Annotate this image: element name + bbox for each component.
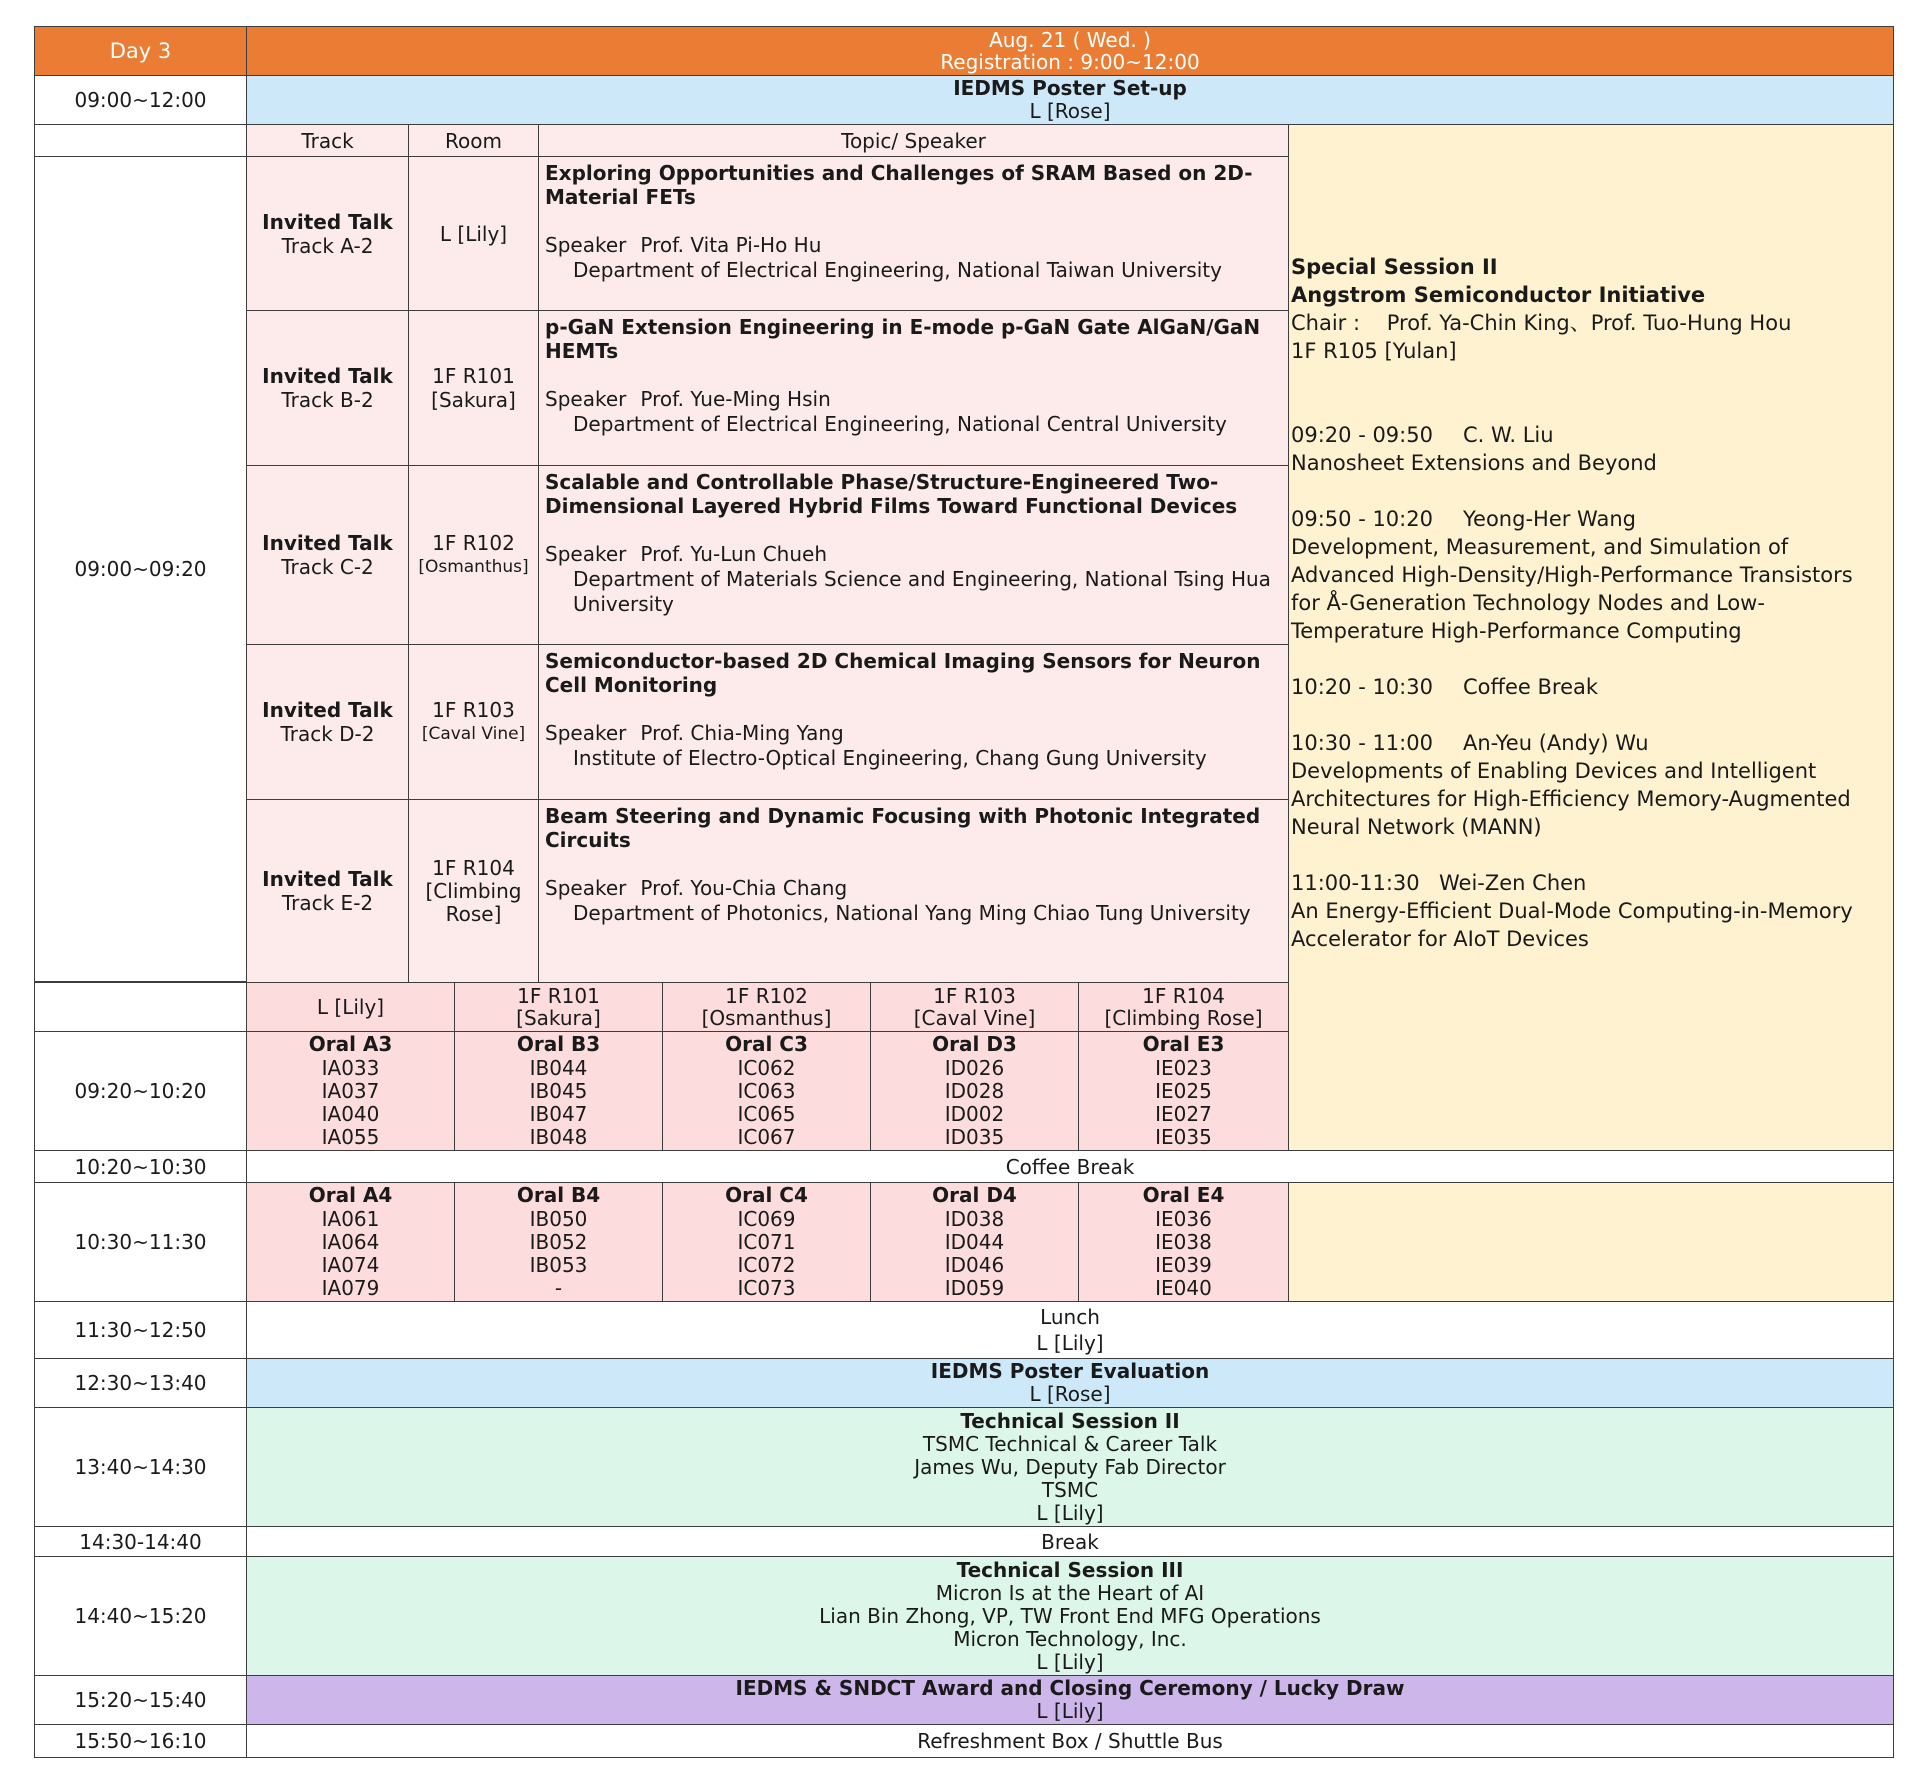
paper-id: IA055 — [321, 1125, 380, 1150]
special-session-room: 1F R105 [Yulan] — [1291, 339, 1457, 363]
talk-track: Track E-2 — [281, 891, 374, 915]
break-cell — [246, 1526, 1894, 1557]
paper-id: IA074 — [321, 1253, 380, 1278]
paper-id: IC065 — [737, 1102, 796, 1127]
talk-track: Track D-2 — [280, 722, 375, 746]
time-text: 09:00~09:20 — [74, 557, 207, 581]
talk-room-b — [408, 310, 539, 466]
ss-item-topic: Accelerator for AIoT Devices — [1291, 927, 1589, 951]
paper-id: IB050 — [529, 1206, 588, 1231]
room-line: 1F R102 — [432, 531, 515, 555]
topic-header — [538, 124, 1289, 157]
oral-title: Oral C3 — [725, 1032, 808, 1057]
poster-eval-time — [34, 1358, 247, 1408]
oral-room-a — [246, 982, 455, 1032]
ss-item — [1291, 421, 1893, 449]
oral-title: Oral B3 — [516, 1032, 601, 1057]
paper-id: IC073 — [737, 1276, 796, 1301]
talk-type: Invited Talk — [262, 531, 393, 555]
paper-id: ID044 — [944, 1229, 1005, 1254]
room-line: L [Lily] — [316, 995, 385, 1019]
paper-id: IA079 — [321, 1276, 380, 1301]
paper-id: IC071 — [737, 1229, 796, 1254]
ss-item-speaker: Coffee Break — [1463, 675, 1599, 699]
oral-session-2-time — [34, 1182, 247, 1302]
tech-session-line: TSMC Technical & Career Talk — [922, 1431, 1218, 1456]
paper-id: IB045 — [529, 1078, 588, 1103]
room-line: [Sakura] — [431, 388, 516, 412]
talk-track-e — [246, 799, 409, 983]
paper-id: IE040 — [1155, 1276, 1212, 1301]
paper-id: IE039 — [1155, 1253, 1212, 1278]
speaker-name: Prof. Yue-Ming Hsin — [640, 387, 831, 411]
oral-title: Oral B4 — [516, 1183, 601, 1208]
paper-id: ID028 — [944, 1078, 1005, 1103]
poster-setup-room: L [Rose] — [1029, 99, 1111, 123]
tech-session-line: Micron Technology, Inc. — [953, 1626, 1187, 1651]
break-label: Break — [1041, 1529, 1099, 1554]
date-header — [246, 26, 1894, 76]
lunch-label: Lunch — [1040, 1305, 1100, 1329]
ss-item-topic: for Å-Generation Technology Nodes and Low- — [1291, 591, 1765, 615]
chair-label: Chair : — [1291, 311, 1361, 335]
time-text: 14:30-14:40 — [79, 1529, 202, 1554]
oral-title: Oral A3 — [308, 1032, 393, 1057]
paper-id: IE035 — [1155, 1125, 1212, 1150]
tech-session-line: TSMC — [1041, 1477, 1099, 1502]
oral-session-c3 — [662, 1031, 871, 1151]
tech-session-line: L [Lily] — [1036, 1649, 1104, 1674]
paper-id: IA040 — [321, 1102, 380, 1127]
oral-session-1-time — [34, 1031, 247, 1151]
room-header-text: Room — [445, 128, 502, 153]
talk-title: Beam Steering and Dynamic Focusing with Photonic Integrated Circuits — [545, 804, 1261, 852]
talk-track-b — [246, 310, 409, 466]
oral-session-d4 — [870, 1182, 1079, 1302]
speaker-name: Prof. Chia-Ming Yang — [640, 721, 844, 745]
special-session-panel — [1288, 124, 1894, 1151]
refreshment-label: Refreshment Box / Shuttle Bus — [917, 1729, 1223, 1753]
talk-title: Scalable and Controllable Phase/Structure-Engineered Two-Dimensional Layered Hybrid Films Toward Functional Devices — [545, 470, 1238, 518]
paper-id: IB044 — [529, 1055, 588, 1080]
talk-type: Invited Talk — [262, 698, 393, 722]
talk-track-a — [246, 156, 409, 311]
date-text: Aug. 21 ( Wed. ) — [989, 28, 1151, 52]
paper-id: - — [554, 1276, 563, 1301]
oral-session-b3 — [454, 1031, 663, 1151]
oral-session-a4 — [246, 1182, 455, 1302]
tech-session-3-time — [34, 1556, 247, 1676]
talk-topic-d — [538, 644, 1289, 800]
speaker-dept: Department of Electrical Engineering, National Taiwan University — [573, 258, 1222, 282]
tech-session-title: Technical Session II — [960, 1408, 1180, 1433]
talk-title: Exploring Opportunities and Challenges of SRAM Based on 2D-Material FETs — [545, 161, 1253, 209]
closing-room: L [Lily] — [1036, 1699, 1104, 1723]
paper-id: IE036 — [1155, 1206, 1212, 1231]
blank-cell — [34, 982, 247, 1032]
paper-id: IB047 — [529, 1102, 588, 1127]
paper-id: IA061 — [321, 1206, 380, 1231]
paper-id: ID026 — [944, 1055, 1005, 1080]
tech-session-line: James Wu, Deputy Fab Director — [914, 1454, 1226, 1479]
ss-item — [1291, 869, 1893, 897]
closing-time — [34, 1675, 247, 1725]
speaker-label: Speaker — [545, 387, 627, 411]
ss-item-speaker: An-Yeu (Andy) Wu — [1463, 731, 1649, 755]
lunch-room: L [Lily] — [1036, 1331, 1104, 1355]
oral-title: Oral E3 — [1142, 1032, 1225, 1057]
talk-track: Track A-2 — [281, 233, 374, 258]
room-line: Rose] — [445, 901, 502, 926]
time-text: 11:30~12:50 — [74, 1318, 207, 1342]
tech-session-line: L [Lily] — [1036, 1500, 1104, 1525]
talk-title: Semiconductor-based 2D Chemical Imaging Sensors for Neuron Cell Monitoring — [545, 649, 1261, 697]
invited-time — [34, 156, 247, 982]
speaker-dept: Department of Materials Science and Engineering, National Tsing Hua University — [573, 567, 1271, 616]
speaker-dept: Institute of Electro-Optical Engineering, Chang Gung University — [573, 746, 1207, 770]
talk-room-a — [408, 156, 539, 311]
time-text: 10:20~10:30 — [74, 1154, 207, 1179]
room-line: 1F R103 — [432, 698, 515, 722]
tech-session-2-cell — [246, 1407, 1894, 1527]
talk-topic-e — [538, 799, 1289, 983]
room-line: [Sakura] — [516, 1006, 601, 1030]
talk-track-d — [246, 644, 409, 800]
paper-id: IE038 — [1155, 1229, 1212, 1254]
day-label — [34, 26, 247, 76]
oral-session-c4 — [662, 1182, 871, 1302]
tech-session-line: Lian Bin Zhong, VP, TW Front End MFG Operations — [819, 1603, 1321, 1628]
closing-title: IEDMS & SNDCT Award and Closing Ceremony / Lucky Draw — [735, 1676, 1405, 1700]
talk-topic-c — [538, 465, 1289, 645]
paper-id: ID046 — [944, 1253, 1005, 1278]
paper-id: IC072 — [737, 1253, 796, 1278]
ss-item-topic: An Energy-Efficient Dual-Mode Computing-in-Memory — [1291, 899, 1853, 923]
ss-item-topic: Temperature High-Performance Computing — [1291, 619, 1742, 643]
oral-session-e3 — [1078, 1031, 1289, 1151]
time-text: 15:50~16:10 — [74, 1729, 207, 1753]
chair-names: Prof. Ya-Chin King、Prof. Tuo-Hung Hou — [1386, 311, 1792, 335]
room-line: 1F R103 — [933, 984, 1016, 1008]
oral-title: Oral D3 — [932, 1032, 1017, 1057]
paper-id: ID038 — [944, 1206, 1005, 1231]
poster-eval-room: L [Rose] — [1029, 1382, 1111, 1406]
paper-id: IC067 — [737, 1125, 796, 1150]
poster-eval-title: IEDMS Poster Evaluation — [930, 1359, 1210, 1383]
lunch-cell — [246, 1301, 1894, 1359]
paper-id: ID002 — [944, 1102, 1005, 1127]
closing-cell — [246, 1675, 1894, 1725]
paper-id: ID035 — [944, 1125, 1005, 1150]
ss-item-topic: Architectures for High-Efficiency Memory-Augmented — [1291, 787, 1851, 811]
ss-item — [1291, 729, 1893, 757]
registration-text: Registration : 9:00~12:00 — [940, 50, 1200, 74]
track-header — [246, 124, 409, 157]
ss-item-topic: Nanosheet Extensions and Beyond — [1291, 451, 1657, 475]
blank-cell — [34, 124, 247, 157]
speaker-name: Prof. You-Chia Chang — [640, 876, 848, 900]
oral-session-a3 — [246, 1031, 455, 1151]
oral-session-e4 — [1078, 1182, 1289, 1302]
paper-id: ID059 — [944, 1276, 1005, 1301]
speaker-dept: Department of Photonics, National Yang Ming Chiao Tung University — [573, 901, 1251, 925]
poster-setup-time — [34, 75, 247, 125]
talk-topic-b — [538, 310, 1289, 466]
tech-session-title: Technical Session III — [956, 1557, 1184, 1582]
talk-track: Track B-2 — [281, 388, 374, 412]
special-session-subtitle: Angstrom Semiconductor Initiative — [1291, 283, 1706, 307]
room-line: 1F R102 — [725, 984, 808, 1008]
ss-item-time: 11:00-11:30 — [1291, 871, 1420, 895]
oral-title: Oral C4 — [725, 1183, 808, 1208]
speaker-label: Speaker — [545, 542, 627, 566]
time-text: 09:00~12:00 — [74, 88, 207, 112]
tech-session-line: Micron Is at the Heart of AI — [935, 1580, 1205, 1605]
talk-title: p-GaN Extension Engineering in E-mode p-GaN Gate AlGaN/GaN HEMTs — [545, 315, 1261, 363]
ss-item — [1291, 505, 1893, 533]
oral-session-d3 — [870, 1031, 1079, 1151]
oral-room-d — [870, 982, 1079, 1032]
ss-item — [1291, 673, 1893, 701]
refreshment-cell — [246, 1724, 1894, 1758]
oral-room-b — [454, 982, 663, 1032]
coffee-break-label: Coffee Break — [1005, 1154, 1135, 1179]
talk-room-d — [408, 644, 539, 800]
ss-item-time: 09:50 - 10:20 — [1291, 507, 1433, 531]
room-line: L [Lily] — [439, 221, 508, 246]
speaker-dept: Department of Electrical Engineering, National Central University — [573, 412, 1227, 436]
track-header-text: Track — [301, 128, 354, 153]
poster-eval-cell — [246, 1358, 1894, 1408]
speaker-label: Speaker — [545, 721, 627, 745]
time-text: 13:40~14:30 — [74, 1455, 207, 1479]
speaker-name: Prof. Vita Pi-Ho Hu — [640, 233, 822, 257]
paper-id: IB052 — [529, 1229, 588, 1254]
paper-id: IC069 — [737, 1206, 796, 1231]
room-line: [Climbing Rose] — [1104, 1006, 1263, 1030]
paper-id: IE023 — [1155, 1055, 1212, 1080]
oral-session-b4 — [454, 1182, 663, 1302]
room-line: [Climbing — [425, 878, 522, 903]
break-time — [34, 1526, 247, 1557]
speaker-label: Speaker — [545, 233, 627, 257]
room-line: 1F R101 — [432, 364, 515, 388]
room-line: [Osmanthus] — [701, 1006, 832, 1030]
paper-id: IE025 — [1155, 1078, 1212, 1103]
talk-type: Invited Talk — [262, 364, 393, 388]
special-session-continued — [1288, 1182, 1894, 1302]
paper-id: IA064 — [321, 1229, 380, 1254]
talk-type: Invited Talk — [262, 867, 393, 891]
tech-session-2-time — [34, 1407, 247, 1527]
time-text: 09:20~10:20 — [74, 1079, 207, 1103]
lunch-time — [34, 1301, 247, 1359]
paper-id: IC063 — [737, 1078, 796, 1103]
room-header — [408, 124, 539, 157]
speaker-label: Speaker — [545, 876, 627, 900]
room-line: 1F R104 — [432, 855, 515, 880]
tech-session-3-cell — [246, 1556, 1894, 1676]
refreshment-time — [34, 1724, 247, 1758]
paper-id: IE027 — [1155, 1102, 1212, 1127]
time-text: 10:30~11:30 — [74, 1230, 207, 1254]
talk-room-c — [408, 465, 539, 645]
poster-setup-title: IEDMS Poster Set-up — [953, 76, 1187, 100]
paper-id: IB048 — [529, 1125, 588, 1150]
topic-header-text: Topic/ Speaker — [841, 128, 986, 153]
ss-item-time: 10:20 - 10:30 — [1291, 675, 1433, 699]
talk-type: Invited Talk — [262, 209, 393, 234]
talk-track: Track C-2 — [281, 555, 374, 579]
ss-item-time: 09:20 - 09:50 — [1291, 423, 1433, 447]
room-line: [Caval Vine] — [421, 724, 526, 744]
oral-room-e — [1078, 982, 1289, 1032]
paper-id: IA037 — [321, 1078, 380, 1103]
paper-id: IC062 — [737, 1055, 796, 1080]
poster-setup-cell — [246, 75, 1894, 125]
ss-item-speaker: C. W. Liu — [1463, 423, 1554, 447]
oral-title: Oral E4 — [1142, 1183, 1225, 1208]
ss-item-speaker: Wei-Zen Chen — [1439, 871, 1587, 895]
coffee-break-cell — [246, 1150, 1894, 1183]
time-text: 15:20~15:40 — [74, 1688, 207, 1712]
room-line: 1F R104 — [1142, 984, 1225, 1008]
room-line: [Caval Vine] — [913, 1006, 1036, 1030]
ss-item-topic: Development, Measurement, and Simulation of — [1291, 535, 1789, 559]
special-session-title: Special Session II — [1291, 255, 1498, 279]
room-line: [Osmanthus] — [418, 557, 529, 577]
time-text: 14:40~15:20 — [74, 1604, 207, 1628]
oral-title: Oral D4 — [932, 1183, 1017, 1208]
talk-room-e — [408, 799, 539, 983]
coffee-break-time — [34, 1150, 247, 1183]
ss-item-topic: Advanced High-Density/High-Performance Transistors — [1291, 563, 1853, 587]
speaker-name: Prof. Yu-Lun Chueh — [640, 542, 827, 566]
oral-title: Oral A4 — [308, 1183, 393, 1208]
talk-topic-a — [538, 156, 1289, 311]
day-text: Day 3 — [109, 39, 172, 63]
ss-item-topic: Neural Network (MANN) — [1291, 815, 1542, 839]
ss-item-time: 10:30 - 11:00 — [1291, 731, 1433, 755]
paper-id: IA033 — [321, 1055, 380, 1080]
oral-room-c — [662, 982, 871, 1032]
room-line: 1F R101 — [517, 984, 600, 1008]
paper-id: IB053 — [529, 1253, 588, 1278]
time-text: 12:30~13:40 — [74, 1371, 207, 1395]
ss-item-speaker: Yeong-Her Wang — [1463, 507, 1636, 531]
ss-item-topic: Developments of Enabling Devices and Intelligent — [1291, 759, 1817, 783]
talk-track-c — [246, 465, 409, 645]
